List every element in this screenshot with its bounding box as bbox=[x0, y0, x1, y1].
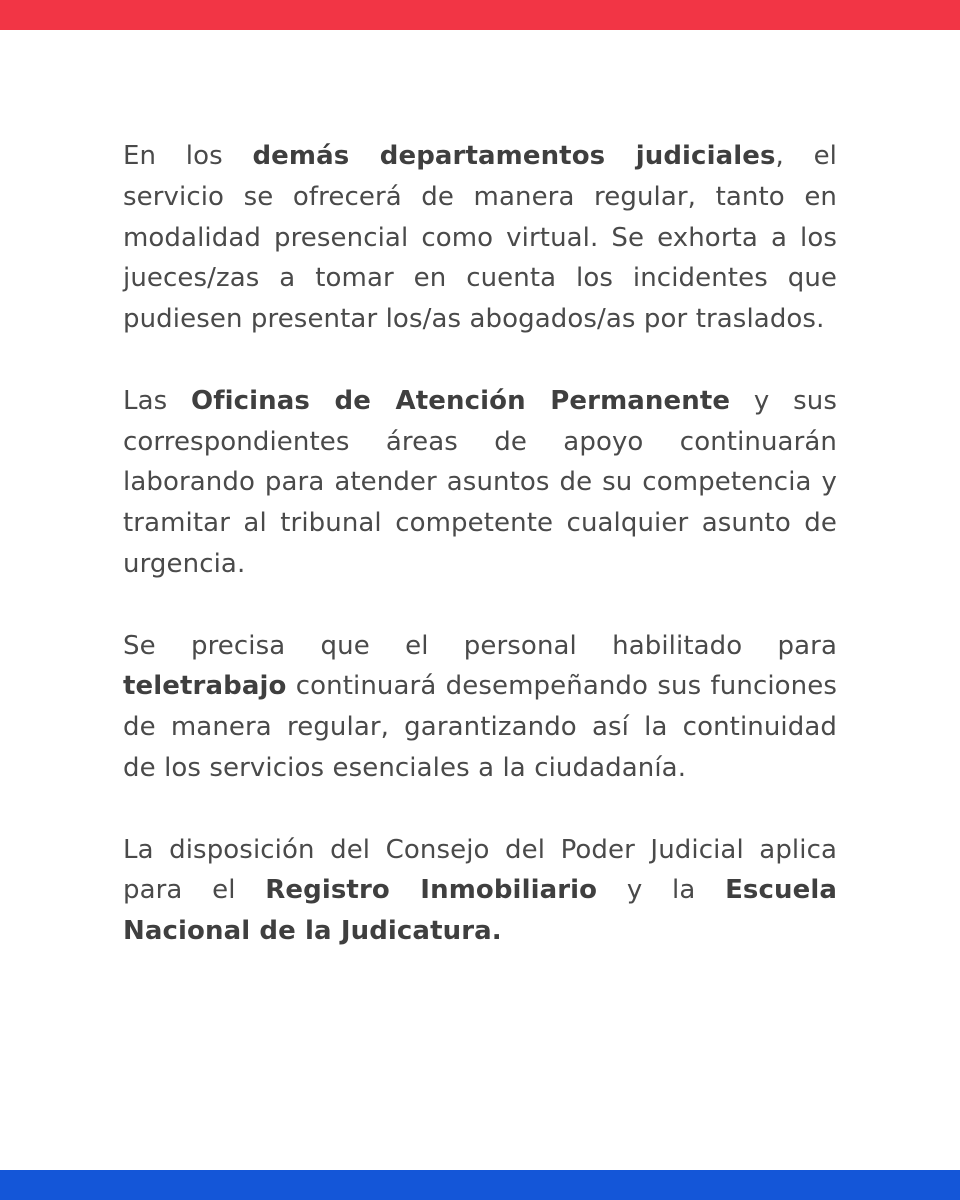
paragraph-text: continuará desempeñando sus funciones de manera regular, garantizando así la continuidad de los servicios esenciales a la ciudadanía. bbox=[123, 671, 837, 783]
paragraph-text: , el servicio se ofrecerá de manera regular, tanto en modalidad presencial como virtual. Se exhorta a los jueces/zas a tomar en cuenta los incidentes que pudiesen presentar los/as abogados/as por traslados. bbox=[123, 141, 838, 335]
paragraph-text: Se precisa que el personal habilitado para bbox=[123, 630, 837, 661]
paragraph-emphasis: demás departamentos judiciales bbox=[252, 141, 776, 171]
paragraph-text: y la bbox=[597, 875, 726, 906]
paragraph-text: En los bbox=[123, 141, 253, 171]
paragraph-departamentos bbox=[123, 136, 837, 340]
paragraph-emphasis: Registro Inmobiliario bbox=[265, 875, 598, 906]
paragraph-emphasis: Escuela Nacional de la Judicatura. bbox=[123, 875, 838, 947]
top-color-bar bbox=[0, 0, 960, 30]
paragraph-emphasis: teletrabajo bbox=[123, 671, 287, 702]
paragraph-emphasis: Oficinas de Atención Permanente bbox=[191, 385, 731, 416]
paragraph-teletrabajo bbox=[123, 626, 837, 789]
paragraph-text: La disposición del Consejo del Poder Judicial aplica para el bbox=[123, 834, 837, 906]
document-body bbox=[123, 136, 837, 952]
paragraph-oficinas bbox=[123, 381, 837, 585]
paragraph-text: y sus correspondientes áreas de apoyo continuarán laborando para atender asuntos de su competencia y tramitar al tribunal competente cualquier asunto de urgencia. bbox=[123, 385, 838, 579]
paragraph-disposicion bbox=[123, 830, 837, 952]
paragraph-text: Las bbox=[123, 385, 192, 416]
bottom-color-bar bbox=[0, 1170, 960, 1200]
